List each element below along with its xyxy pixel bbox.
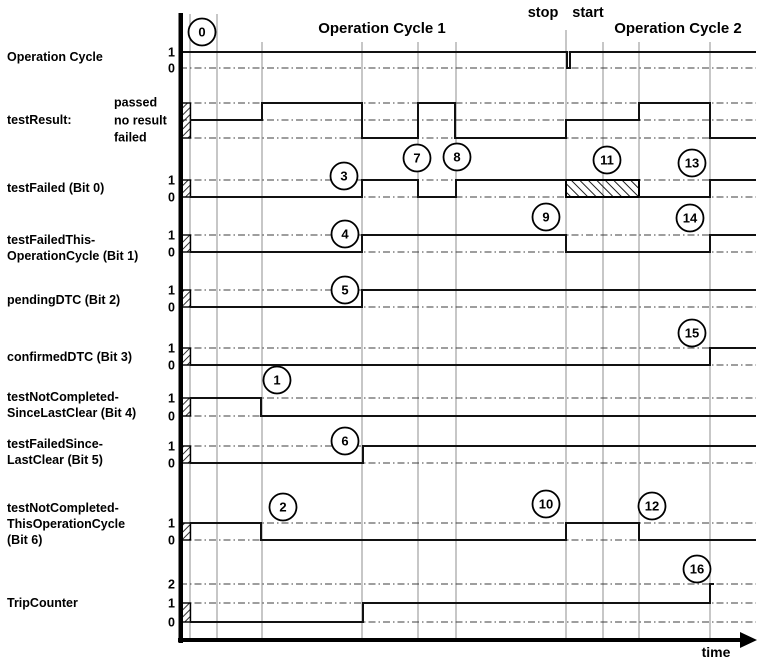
- tick-label-bit4: 1: [168, 391, 175, 406]
- row-label-bit4: testNotCompleted-: [7, 390, 119, 404]
- event-number-9: 9: [542, 209, 550, 225]
- row-label-bit6: (Bit 6): [7, 533, 43, 547]
- tick-label-op_cycle: 1: [168, 45, 175, 60]
- tick-label-trip_counter: 1: [168, 596, 175, 611]
- event-number-0: 0: [198, 24, 206, 40]
- signal-bit0: [639, 180, 756, 197]
- time-axis-arrowhead: [740, 632, 757, 648]
- signal-bit6: [190, 523, 756, 540]
- signal-bit2: [190, 290, 756, 307]
- tick-label-bit6: 1: [168, 516, 175, 531]
- tick-label-bit2: 0: [168, 300, 175, 315]
- signal-bit4: [190, 398, 756, 416]
- operation-cycle-2-title: Operation Cycle 2: [614, 20, 742, 37]
- tick-label-bit5: 0: [168, 456, 175, 471]
- signal-bit1: [190, 235, 756, 252]
- operation-cycle-1-title: Operation Cycle 1: [318, 20, 446, 37]
- undefined-region-hatch-bit0: [566, 180, 639, 197]
- tick-labels: [114, 46, 175, 630]
- row-label-op_cycle: Operation Cycle: [7, 50, 103, 64]
- event-number-4: 4: [341, 226, 349, 242]
- tick-label-trip_counter: 0: [168, 615, 175, 630]
- event-number-8: 8: [453, 149, 461, 165]
- row-label-test_result: testResult:: [7, 113, 72, 127]
- tick-label-bit1: 0: [168, 245, 175, 260]
- axes: [178, 13, 757, 648]
- event-number-6: 6: [341, 433, 349, 449]
- row-label-bit6: testNotCompleted-: [7, 501, 119, 515]
- tick-label-bit1: 1: [168, 228, 175, 243]
- row-label-bit0: testFailed (Bit 0): [7, 181, 105, 195]
- event-number-1: 1: [273, 372, 281, 388]
- signal-bit3: [190, 348, 756, 365]
- tick-label-bit5: 1: [168, 439, 175, 454]
- row-label-bit1: OperationCycle (Bit 1): [7, 249, 139, 263]
- row-label-bit5: testFailedSince-: [7, 437, 103, 451]
- event-number-14: 14: [682, 210, 698, 226]
- tick-label-op_cycle: 0: [168, 61, 175, 76]
- event-number-15: 15: [684, 325, 700, 341]
- tick-label-bit0: 1: [168, 173, 175, 188]
- state-label-test_result: passed: [114, 95, 158, 110]
- signal-op_cycle: [180, 52, 756, 68]
- event-number-3: 3: [340, 168, 348, 184]
- row-label-bit6: ThisOperationCycle: [7, 517, 126, 531]
- event-number-12: 12: [644, 498, 660, 514]
- event-number-11: 11: [600, 152, 614, 168]
- start-label: start: [572, 5, 604, 21]
- signal-bit0: [190, 180, 566, 197]
- row-label-bit5: LastClear (Bit 5): [7, 453, 103, 467]
- state-label-test_result: no result: [114, 113, 167, 128]
- state-label-test_result: failed: [114, 130, 147, 145]
- event-number-2: 2: [279, 499, 287, 515]
- tick-label-bit6: 0: [168, 533, 175, 548]
- event-number-5: 5: [341, 282, 349, 298]
- signal-bit5: [190, 446, 756, 463]
- tick-label-trip_counter: 2: [168, 577, 175, 592]
- tick-label-bit0: 0: [168, 190, 175, 205]
- event-number-7: 7: [413, 150, 421, 166]
- row-label-trip_counter: TripCounter: [7, 596, 78, 610]
- row-label-bit4: SinceLastClear (Bit 4): [7, 406, 137, 420]
- tick-label-bit3: 1: [168, 341, 175, 356]
- tick-label-bit2: 1: [168, 283, 175, 298]
- tick-label-bit3: 0: [168, 358, 175, 373]
- row-label-bit3: confirmedDTC (Bit 3): [7, 350, 132, 364]
- tick-label-bit4: 0: [168, 409, 175, 424]
- row-label-bit1: testFailedThis-: [7, 233, 96, 247]
- stop-label: stop: [527, 5, 559, 21]
- gridlines: [180, 14, 756, 640]
- event-number-16: 16: [689, 561, 705, 577]
- event-number-10: 10: [538, 496, 554, 512]
- event-number-13: 13: [684, 155, 700, 171]
- row-label-bit2: pendingDTC (Bit 2): [7, 293, 121, 307]
- time-axis-label: time: [701, 644, 731, 660]
